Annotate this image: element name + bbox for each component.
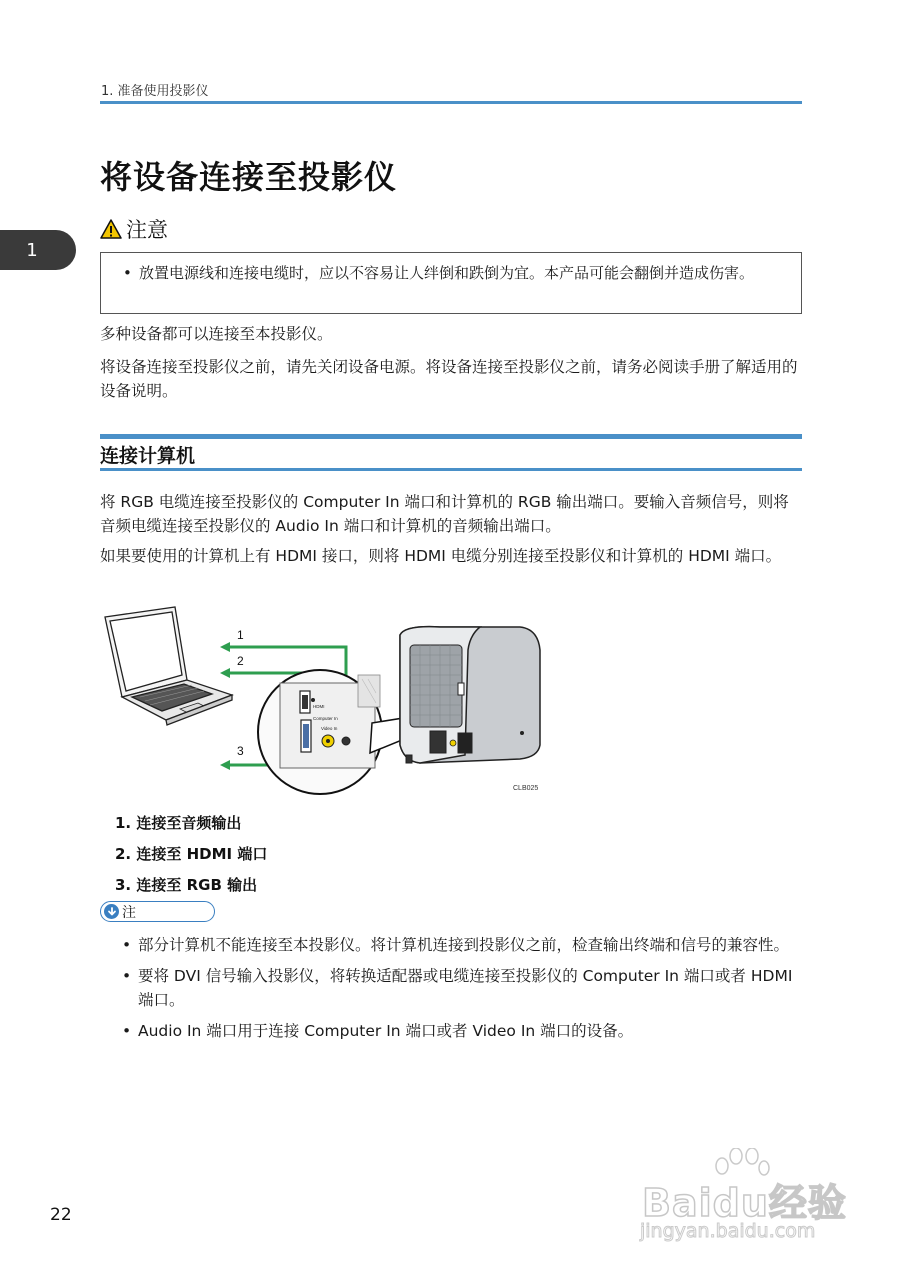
step-item: 2. 连接至 HDMI 端口 xyxy=(115,845,268,863)
intro-paragraph-2: 将设备连接至投影仪之前，请先关闭设备电源。将设备连接至投影仪之前，请务必阅读手册了解适用的设备说明。 xyxy=(100,358,798,400)
section-rule-top xyxy=(100,434,802,439)
chapter-tab[interactable] xyxy=(0,230,76,270)
step-item: 3. 连接至 RGB 输出 xyxy=(115,876,258,894)
port-zoom-circle xyxy=(258,670,382,794)
section-paragraph-1: 将 RGB 电缆连接至投影仪的 Computer In 端口和计算机的 RGB 输出端口。要输入音频信号，则将音频电缆连接至投影仪的 Audio In 端口和计算机的音频输出端口。 xyxy=(100,493,789,535)
caution-item: • 放置电源线和连接电缆时，应以不容易让人绊倒和跌倒为宜。本产品可能会翻倒并造成伤害。 xyxy=(119,261,789,286)
laptop-illustration xyxy=(105,607,232,725)
down-arrow-icon xyxy=(104,904,119,919)
watermark-sub: jingyan.baidu.com xyxy=(640,1220,816,1242)
caution-heading xyxy=(100,214,168,244)
note-item: • 要将 DVI 信号输入投影仪，将转换适配器或电缆连接至投影仪的 Computer In 端口或者 HDMI 端口。 xyxy=(118,964,802,1012)
callout-3: 3 xyxy=(237,744,244,758)
callout-2: 2 xyxy=(237,654,244,668)
arrowheads xyxy=(220,642,230,770)
page-number: 22 xyxy=(50,1205,72,1225)
section-title: 连接计算机 xyxy=(100,445,196,467)
caution-label: 注意 xyxy=(126,218,168,242)
video-in-label: Video In xyxy=(321,726,338,731)
projector-illustration xyxy=(400,627,540,763)
section-rule-bottom xyxy=(100,468,802,471)
callout-1: 1 xyxy=(237,628,244,642)
baidu-watermark xyxy=(640,1150,855,1245)
chapter-number: 1 xyxy=(26,239,38,261)
section-paragraph-2: 如果要使用的计算机上有 HDMI 接口，则将 HDMI 电缆分别连接至投影仪和计算机的 HDMI 端口。 xyxy=(100,547,782,565)
intro-paragraph-1: 多种设备都可以连接至本投影仪。 xyxy=(100,325,333,343)
connection-diagram xyxy=(100,605,550,800)
note-heading xyxy=(100,901,215,922)
page-title: 将设备连接至投影仪 xyxy=(100,158,398,196)
watermark-main: Baidu经验 xyxy=(642,1181,847,1225)
computer-in-label: Computer In xyxy=(313,716,338,721)
figure-code: CLB025 xyxy=(513,785,539,792)
note-label: 注 xyxy=(122,904,136,921)
warning-icon xyxy=(100,219,122,239)
hdmi-port-label: HDMI xyxy=(313,704,325,709)
notes-list xyxy=(118,933,802,1050)
running-header: 1. 准备使用投影仪 xyxy=(101,84,209,99)
note-item: • Audio In 端口用于连接 Computer In 端口或者 Video In 端口的设备。 xyxy=(118,1019,802,1043)
step-item: 1. 连接至音频输出 xyxy=(115,814,242,832)
header-rule xyxy=(100,101,802,104)
steps-list xyxy=(115,808,267,901)
caution-box xyxy=(100,252,802,314)
note-item: • 部分计算机不能连接至本投影仪。将计算机连接到投影仪之前，检查输出终端和信号的兼容性。 xyxy=(118,933,802,957)
